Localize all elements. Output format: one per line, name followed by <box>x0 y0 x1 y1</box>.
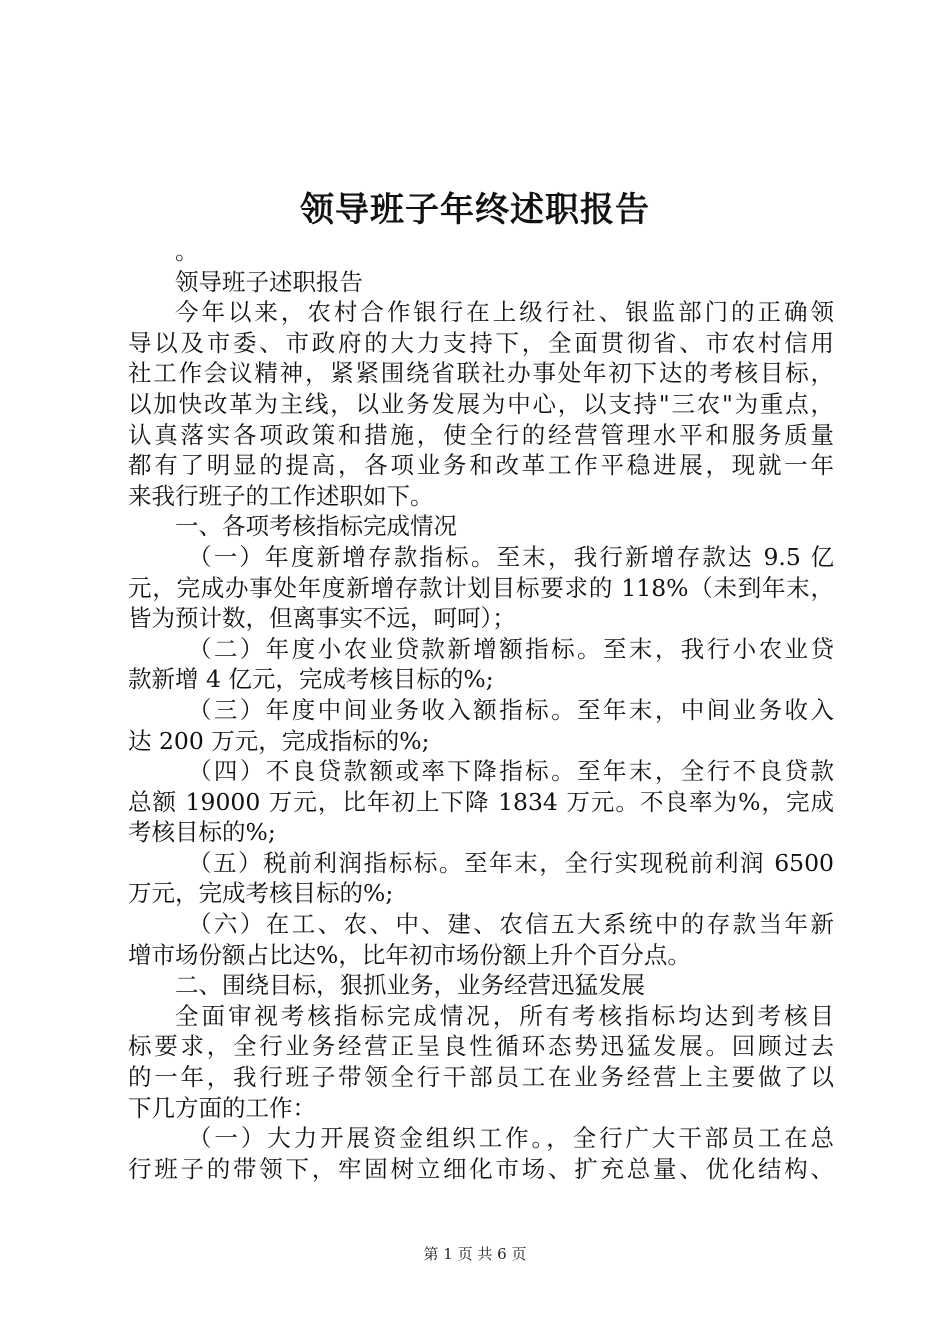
paragraph-line: 标要求，全行业务经营正呈良性循环态势迅猛发展。回顾过去 <box>128 1032 834 1061</box>
paragraph-line: 导以及市委、市政府的大力支持下，全面贯彻省、市农村信用 <box>128 328 834 357</box>
paragraph-line: 全面审视考核指标完成情况，所有考核指标均达到考核目 <box>175 1001 834 1030</box>
text-line: 。 <box>175 237 199 265</box>
paragraph-line: 元，完成办事处年度新增存款计划目标要求的 118%（未到年末， <box>128 573 834 602</box>
paragraph-line: （三）年度中间业务收入额指标。至年末，中间业务收入 <box>188 695 834 724</box>
paragraph-line: 考核目标的%; <box>128 818 276 847</box>
paragraph-line: 认真落实各项政策和措施，使全行的经营管理水平和服务质量 <box>128 420 834 449</box>
section-heading: 二、围绕目标，狠抓业务，业务经营迅猛发展 <box>175 971 645 1000</box>
document-body <box>128 236 834 1184</box>
paragraph-line: 款新增 4 亿元，完成考核目标的%; <box>128 665 494 694</box>
paragraph-line: 社工作会议精神，紧紧围绕省联社办事处年初下达的考核目标， <box>128 359 834 388</box>
section-heading: 一、各项考核指标完成情况 <box>175 512 457 541</box>
paragraph-line: 增市场份额占比达%，比年初市场份额上升个百分点。 <box>128 940 691 969</box>
page-footer: 第 1 页 共 6 页 <box>423 1245 527 1263</box>
paragraph-line: （一）大力开展资金组织工作。，全行广大干部员工在总 <box>188 1124 834 1153</box>
paragraph-line: 的一年，我行班子带领全行干部员工在业务经营上主要做了以 <box>128 1063 834 1092</box>
paragraph-line: （二）年度小农业贷款新增额指标。至末，我行小农业贷 <box>188 634 834 663</box>
paragraph-line: （六）在工、农、中、建、农信五大系统中的存款当年新 <box>188 910 834 939</box>
paragraph-line: 今年以来，农村合作银行在上级行社、银监部门的正确领 <box>175 298 834 327</box>
paragraph-line: 行班子的带领下，牢固树立细化市场、扩充总量、优化结构、 <box>128 1154 834 1183</box>
paragraph-line: （五）税前利润指标标。至年末，全行实现税前利润 6500 <box>188 848 834 877</box>
paragraph-line: 都有了明显的提高，各项业务和改革工作平稳进展，现就一年 <box>128 451 834 480</box>
document-title: 领导班子年终述职报告 <box>300 190 650 230</box>
paragraph-line: 总额 19000 万元，比年初上下降 1834 万元。不良率为%，完成 <box>128 787 834 816</box>
paragraph-line: （四）不良贷款额或率下降指标。至年末，全行不良贷款 <box>188 757 834 786</box>
paragraph-line: 下几方面的工作： <box>128 1093 316 1122</box>
paragraph-line: 来我行班子的工作述职如下。 <box>128 481 434 510</box>
paragraph-line: 达 200 万元，完成指标的%; <box>128 726 430 755</box>
paragraph-line: 以加快改革为主线，以业务发展为中心，以支持"三农"为重点， <box>128 389 834 418</box>
subtitle-line: 领导班子述职报告 <box>175 267 363 296</box>
paragraph-line: 皆为预计数，但离事实不远，呵呵）； <box>128 604 516 633</box>
paragraph-line: 万元，完成考核目标的%; <box>128 879 394 908</box>
paragraph-line: （一）年度新增存款指标。至末，我行新增存款达 9.5 亿 <box>188 542 834 571</box>
